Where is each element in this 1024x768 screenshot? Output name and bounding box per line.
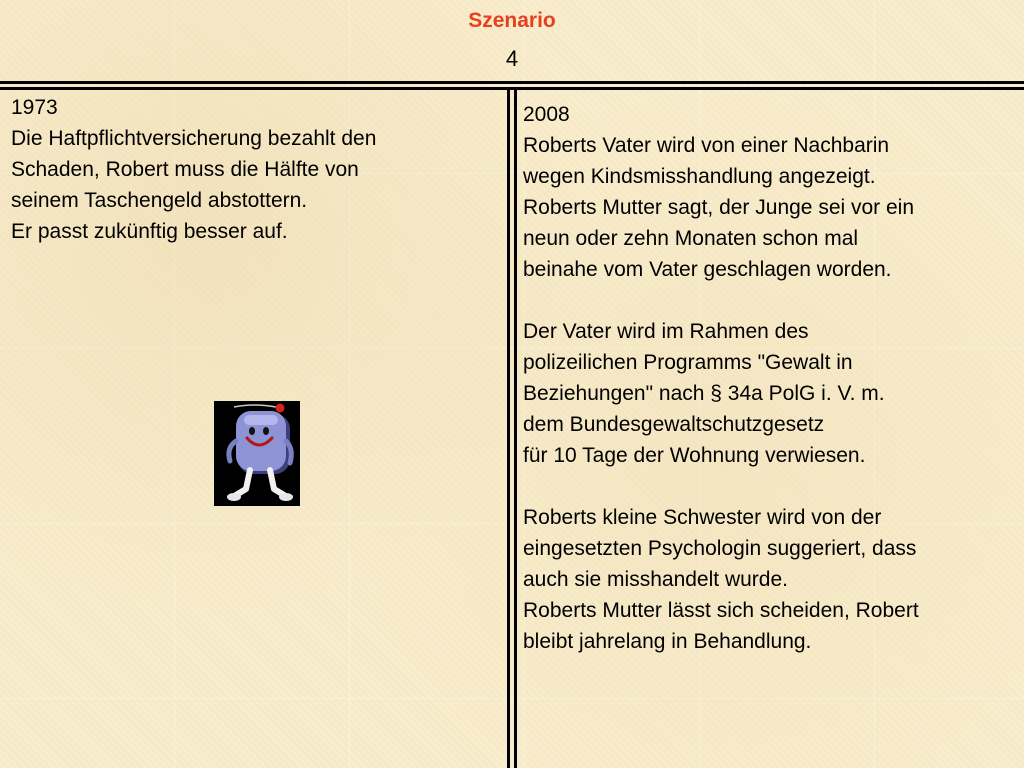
column-divider xyxy=(507,87,517,768)
slide-title: Szenario xyxy=(468,9,556,32)
left-line-2: Schaden, Robert muss die Hälfte von xyxy=(11,158,359,181)
left-line-1: Die Haftpflichtversicherung bezahlt den xyxy=(11,127,377,150)
right-p1-line-4: neun oder zehn Monaten schon mal xyxy=(523,227,859,250)
right-p1-line-5: beinahe vom Vater geschlagen worden. xyxy=(523,258,892,281)
right-p3-line-2: eingesetzten Psychologin suggeriert, dass xyxy=(523,537,917,560)
right-p2-line-5: für 10 Tage der Wohnung verwiesen. xyxy=(523,444,866,467)
paragraph-spacer xyxy=(523,285,1018,316)
right-p2-line-2: polizeilichen Programms "Gewalt in xyxy=(523,351,853,374)
right-p3-line-4: Roberts Mutter lässt sich scheiden, Robert xyxy=(523,599,919,622)
right-year: 2008 xyxy=(523,103,570,126)
right-p2-line-3: Beziehungen" nach § 34a PolG i. V. m. xyxy=(523,382,885,405)
right-p2-line-4: dem Bundesgewaltschutzgesetz xyxy=(523,413,825,436)
left-column-1973 xyxy=(11,92,491,247)
right-p1-line-1: Roberts Vater wird von einer Nachbarin xyxy=(523,134,890,157)
left-year: 1973 xyxy=(11,96,58,119)
right-p3-line-3: auch sie misshandelt wurde. xyxy=(523,568,788,591)
right-p1-line-3: Roberts Mutter sagt, der Junge sei vor ein xyxy=(523,196,915,219)
left-line-4: Er passt zukünftig besser auf. xyxy=(11,220,288,243)
right-column-2008 xyxy=(523,99,1018,657)
right-p1-line-2: wegen Kindsmisshandlung angezeigt. xyxy=(523,165,876,188)
slide-number: 4 xyxy=(505,46,519,71)
left-line-3: seinem Taschengeld abstottern. xyxy=(11,189,308,212)
right-p3-line-5: bleibt jahrelang in Behandlung. xyxy=(523,630,812,653)
robot-mascot-icon xyxy=(214,401,300,506)
paragraph-spacer xyxy=(523,471,1018,502)
right-p2-line-1: Der Vater wird im Rahmen des xyxy=(523,320,809,343)
right-p3-line-1: Roberts kleine Schwester wird von der xyxy=(523,506,882,529)
